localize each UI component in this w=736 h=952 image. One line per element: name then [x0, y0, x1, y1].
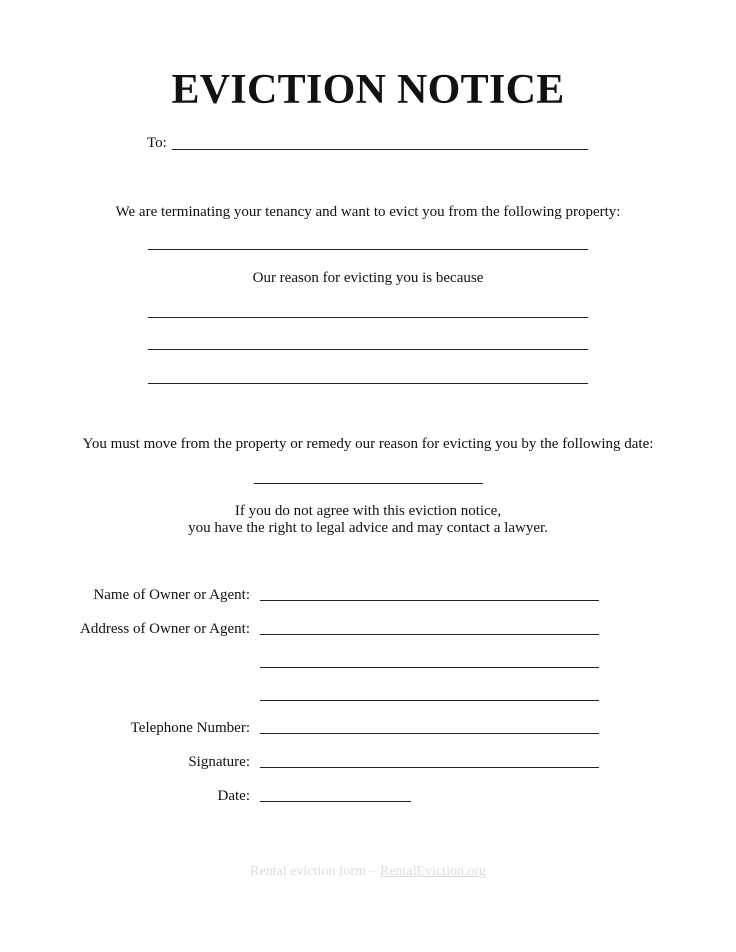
advice-line-1: If you do not agree with this eviction notice,	[234, 503, 502, 519]
signature-label: Signature:	[188, 754, 250, 770]
date-blank-line[interactable]	[260, 801, 411, 802]
reason-blank-line-1[interactable]	[148, 317, 588, 318]
signature-blank-line[interactable]	[260, 767, 599, 768]
document-title: EVICTION NOTICE	[171, 67, 565, 113]
date-label: Date:	[217, 788, 250, 804]
owner-name-blank-line[interactable]	[260, 600, 599, 601]
footer	[0, 863, 736, 881]
to-label: To:	[147, 135, 167, 151]
telephone-blank-line[interactable]	[260, 733, 599, 734]
owner-address-blank-line-2[interactable]	[260, 667, 599, 668]
reason-blank-line-3[interactable]	[148, 383, 588, 384]
footer-link[interactable]: RentalEviction.org	[379, 864, 486, 879]
move-statement: You must move from the property or remedy our reason for evicting you by the following date:	[82, 436, 654, 452]
move-date-blank-line[interactable]	[254, 483, 483, 484]
telephone-label: Telephone Number:	[130, 720, 250, 736]
owner-name-label: Name of Owner or Agent:	[93, 587, 250, 603]
advice-line-2: you have the right to legal advice and may contact a lawyer.	[188, 520, 548, 536]
reason-statement: Our reason for evicting you is because	[252, 270, 484, 286]
owner-address-blank-line-3[interactable]	[260, 700, 599, 701]
terminating-statement: We are terminating your tenancy and want to evict you from the following property:	[115, 204, 621, 220]
owner-address-blank-line-1[interactable]	[260, 634, 599, 635]
footer-prefix: Rental eviction form –	[250, 864, 380, 879]
to-blank-line[interactable]	[172, 149, 588, 150]
reason-blank-line-2[interactable]	[148, 349, 588, 350]
owner-address-label: Address of Owner or Agent:	[80, 621, 250, 637]
property-blank-line[interactable]	[148, 249, 588, 250]
